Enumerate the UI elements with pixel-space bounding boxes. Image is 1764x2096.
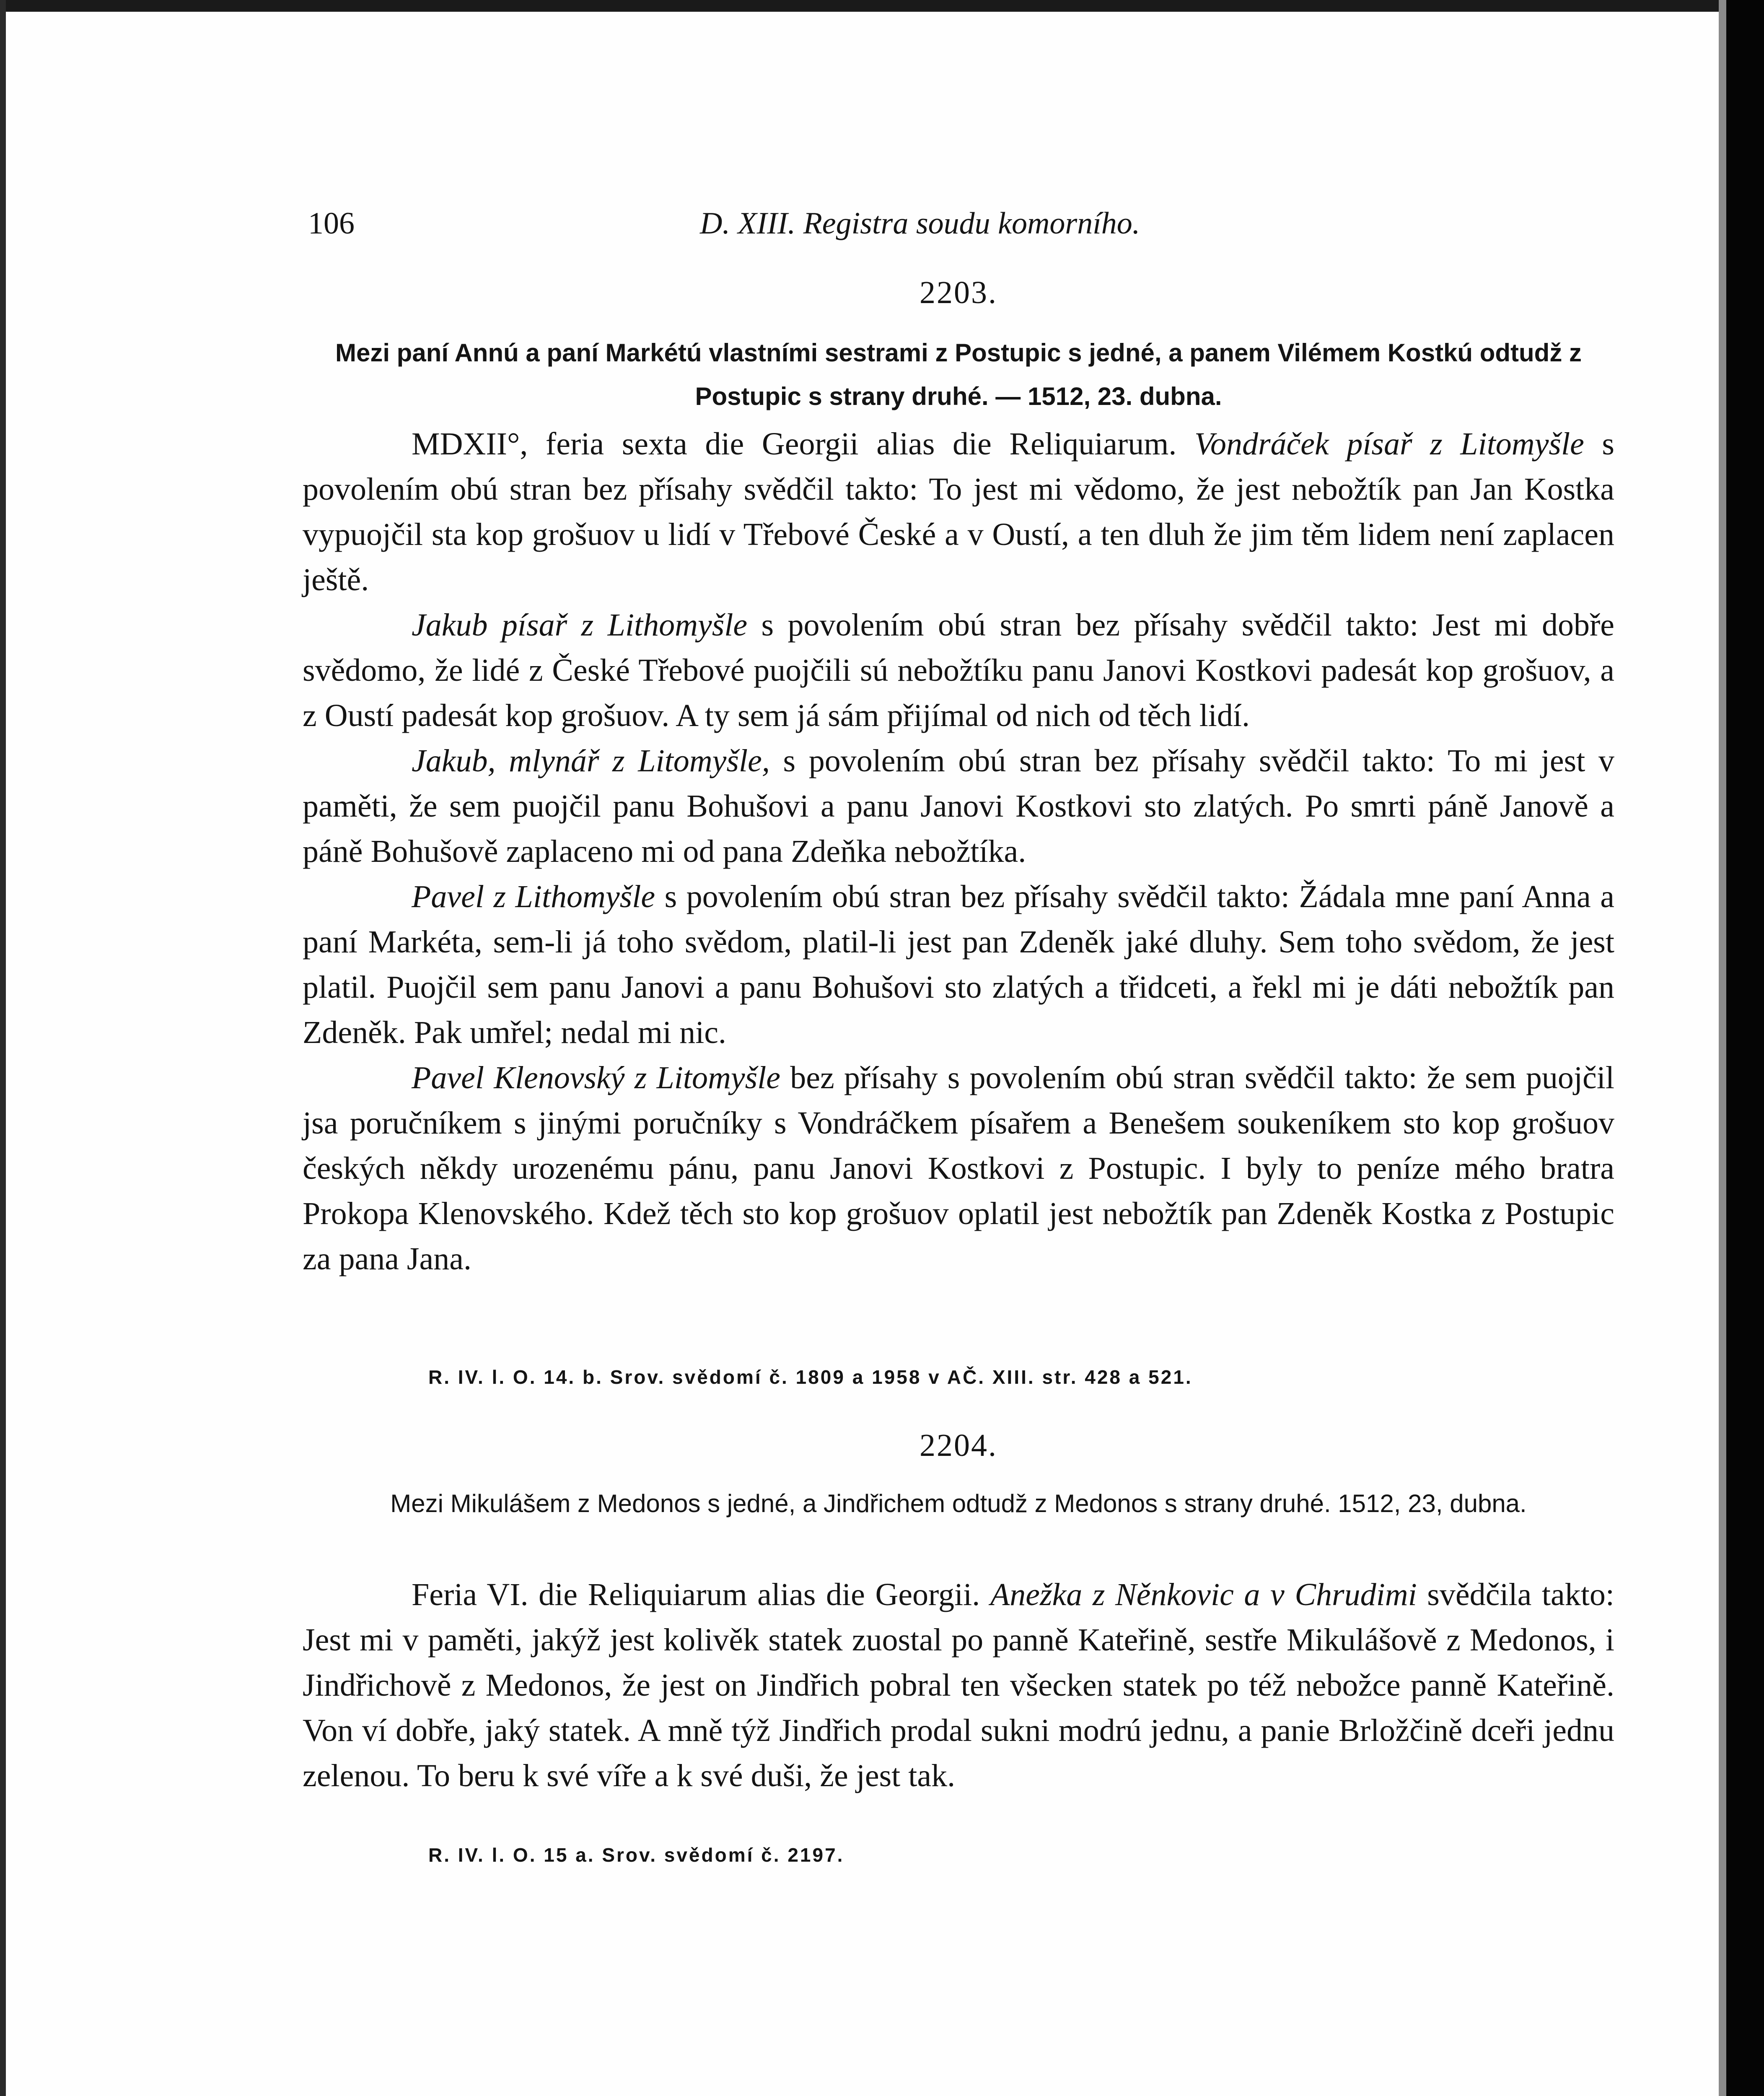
paragraph-text: bez přísahy s povolením obú stran svědčil takto: že sem puojčil jsa poručníkem s jinými poručníky s Vondráčkem písařem a Benešem soukeníkem sto kop grošuov českých někdy urozenému pánu, panu Janovi Kostkovi z Postupic. I byly to peníze mého bratra Prokopa Klenovského. Kdež těch sto kop grošuov oplatil jest nebožtík pan Zdeněk Kostka z Postupic za pana Jana. xyxy=(303,1060,1615,1276)
entry-regest: Mezi Mikulášem z Medonos s jedné, a Jindřichem odtudž z Medonos s strany druhé. 1512, 23, dubna. xyxy=(390,1489,1527,1518)
testimony-paragraph xyxy=(303,1572,1614,1798)
running-title: D. XIII. Registra soudu komorního. xyxy=(700,206,1140,241)
paragraph-text: s povolením obú stran bez přísahy svědčil takto: Žádala mne paní Anna a paní Markéta, sem-li já toho svědom, platil-li jest pan Zdeněk jaké dluhy. Sem toho svědom, že jest platil. Puojčil sem panu Janovi a panu Bohušovi sto zlatých a třidceti, a řekl mi je dáti nebožtík pan Zdeněk. Pak umřel; nedal mi nic. xyxy=(303,879,1614,1050)
entry-number: 2204. xyxy=(920,1428,997,1463)
paragraph-text: s povolením obú stran bez přísahy svědčil takto: To jest mi vědomo, že jest nebožtík pan Jan Kostka vypuojčil sta kop grošuov u lidí v Třebové České a v Oustí, a ten dluh že jim těm lidem není zaplacen ještě. xyxy=(303,426,1614,597)
testimony-paragraph xyxy=(303,602,1614,738)
paragraph-text: s povolením obú stran bez přísahy svědčil takto: To mi jest v paměti, že sem puojčil panu Bohušovi a panu Janovi Kostkovi sto zlatých. Po smrti páně Janově a páně Bohušově zaplaceno mi od pana Zdeňka nebožtíka. xyxy=(303,743,1615,869)
witness-name: Vondráček písař z Litomyšle xyxy=(1194,426,1584,462)
witness-name: Pavel z Lithomyšle xyxy=(412,879,655,914)
scan-edge-top xyxy=(0,0,1764,12)
scan-edge-right xyxy=(1726,0,1764,2096)
paragraph-text: s povolením obú stran bez přísahy svědčil takto: Jest mi dobře svědomo, že lidé z České Třebové puojčili sú nebožtíku panu Janovi Kostkovi padesát kop grošuov, a z Oustí padesát kop grošuov. A ty sem já sám přijímal od nich od těch lidí. xyxy=(303,607,1614,733)
witness-name: Jakub, mlynář z Litomyšle, xyxy=(412,743,770,778)
source-reference: R. IV. l. O. 15 a. Srov. svědomí č. 2197. xyxy=(428,1844,844,1866)
source-reference: R. IV. l. O. 14. b. Srov. svědomí č. 1809 a 1958 v AČ. XIII. str. 428 a 521. xyxy=(428,1366,1193,1388)
scan-edge-left xyxy=(0,0,6,2096)
entry-body xyxy=(303,1572,1614,1798)
testimony-paragraph xyxy=(303,874,1614,1055)
witness-name: Anežka z Něnkovic a v Chrudimi xyxy=(990,1577,1417,1612)
entry-regest: Mezi paní Annú a paní Markétú vlastními sestrami z Postupic s jedné, a panem Vilémem Kostkú odtudž z Postupic s strany druhé. — 1512, 23. dubna. xyxy=(335,339,1582,410)
testimony-paragraph xyxy=(303,1055,1614,1281)
scan-edge-right-shadow xyxy=(1719,0,1726,2096)
running-head xyxy=(308,200,1209,246)
witness-name: Pavel Klenovský z Litomyšle xyxy=(412,1060,781,1095)
page-number: 106 xyxy=(308,206,355,241)
paragraph-text: svědčila takto: Jest mi v paměti, jakýž jest kolivěk statek zuostal po panně Kateřině, sestře Mikulášově z Medonos, i Jindřichově z Medonos, že jest on Jindřich pobral ten všecken statek po též nebožce panně Kateřině. Von ví dobře, jaký statek. A mně týž Jindřich prodal sukni modrú jednu, a panie Brložčině dceři jednu zelenou. To beru k své víře a k své duši, že jest tak. xyxy=(303,1577,1614,1793)
entry-number: 2203. xyxy=(920,275,997,310)
paragraph-lead: MDXII°, feria sexta die Georgii alias die Reliquiarum. xyxy=(412,426,1194,462)
witness-name: Jakub písař z Lithomyšle xyxy=(412,607,748,643)
paragraph-lead: Feria VI. die Reliquiarum alias die Georgii. xyxy=(412,1577,990,1612)
testimony-paragraph xyxy=(303,738,1614,874)
entry-body xyxy=(303,421,1614,1281)
testimony-paragraph xyxy=(303,421,1614,602)
